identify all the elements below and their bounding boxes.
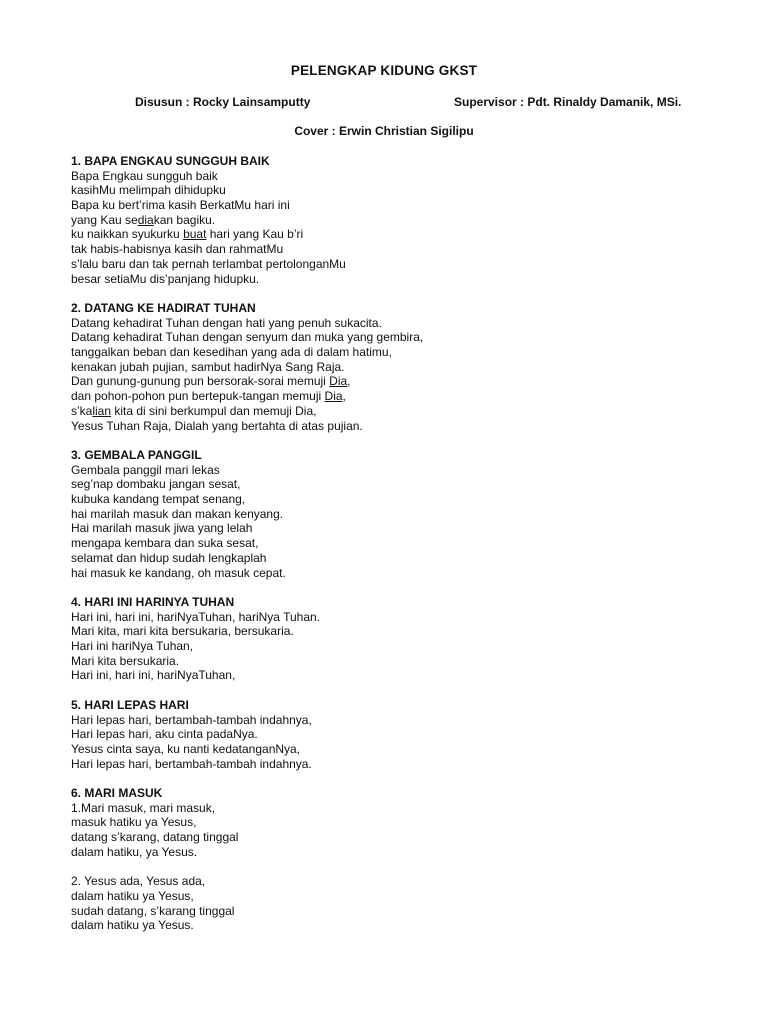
lyric-line: Mari kita, mari kita bersukaria, bersukaria. [71, 624, 294, 639]
song-title: 2. DATANG KE HADIRAT TUHAN [71, 301, 256, 315]
song-title: 1. BAPA ENGKAU SUNGGUH BAIK [71, 154, 270, 168]
lyric-line: Yesus cinta saya, ku nanti kedatanganNya, [71, 742, 301, 757]
lyric-line: besar setiaMu dis’panjang hidupku. [71, 271, 260, 286]
lyric-line: kubuka kandang tempat senang, [71, 492, 246, 507]
lyric-line: mengapa kembara dan suka sesat, [71, 536, 259, 551]
song-title: 6. MARI MASUK [71, 786, 163, 800]
lyric-line: 2. Yesus ada, Yesus ada, [71, 874, 206, 889]
cover-credit: Cover : Erwin Christian Sigilipu [294, 124, 474, 138]
lyric-line: dalam hatiku, ya Yesus. [71, 844, 198, 859]
lyric-line: hai marilah masuk dan makan kenyang. [71, 506, 284, 521]
underlined-word: buat [183, 227, 207, 242]
lyric-line: dalam hatiku ya Yesus. [71, 918, 194, 933]
lyric-line: masuk hatiku ya Yesus, [71, 815, 197, 830]
song-title: 5. HARI LEPAS HARI [71, 698, 189, 712]
lyric-line: hai masuk ke kandang, oh masuk cepat. [71, 565, 286, 580]
lyric-line: s’lalu baru dan tak pernah terlambat pertolonganMu [71, 256, 346, 271]
lyric-line: Datang kehadirat Tuhan dengan hati yang penuh sukacita. [71, 315, 382, 330]
underlined-word: Dia [324, 389, 343, 404]
lyric-line: Hari lepas hari, bertambah-tambah indahnya, [71, 712, 312, 727]
lyric-line: yang Kau sediakan bagiku. [71, 212, 216, 227]
lyric-line: Hari lepas hari, aku cinta padaNya. [71, 727, 258, 742]
song-6 [71, 786, 711, 933]
lyric-line: kenakan jubah pujian, sambut hadirNya Sang Raja. [71, 359, 345, 374]
song-5 [71, 698, 711, 771]
lyric-line: seg’nap dombaku jangan sesat, [71, 477, 241, 492]
lyric-line: Hari ini, hari ini, hariNyaTuhan, [71, 668, 236, 683]
lyric-line: Yesus Tuhan Raja, Dialah yang bertahta di atas pujian. [71, 418, 363, 433]
lyric-line: ku naikkan syukurku buat hari yang Kau b’ri [71, 227, 304, 242]
lyric-line: Bapa ku bert’rima kasih BerkatMu hari ini [71, 198, 290, 213]
song-1 [71, 154, 711, 286]
underlined-word: lian [92, 403, 112, 418]
document-title: PELENGKAP KIDUNG GKST [290, 63, 478, 78]
lyric-line: kasihMu melimpah dihidupku [71, 183, 226, 198]
lyric-line: datang s’karang, datang tinggal [71, 830, 239, 845]
lyric-line: s’kalian kita di sini berkumpul dan memuji Dia, [71, 403, 317, 418]
lyric-line: sudah datang, s’karang tinggal [71, 903, 235, 918]
lyric-line: tanggalkan beban dan kesedihan yang ada di dalam hatimu, [71, 345, 392, 360]
lyric-line: Gembala panggil mari lekas [71, 462, 220, 477]
lyric-line: Hari ini, hari ini, hariNyaTuhan, hariNya Tuhan. [71, 609, 321, 624]
lyric-line: tak habis-habisnya kasih dan rahmatMu [71, 242, 284, 257]
song-4 [71, 595, 711, 683]
song-2 [71, 301, 711, 433]
compiler-credit: Disusun : Rocky Lainsamputty [135, 95, 311, 109]
underlined-word: dia [137, 212, 154, 227]
lyric-line: selamat dan hidup sudah lengkaplah [71, 550, 267, 565]
lyric-line: Mari kita bersukaria. [71, 653, 180, 668]
lyric-line: dalam hatiku ya Yesus, [71, 888, 194, 903]
stanza-2 [71, 874, 711, 933]
lyric-line: Hari lepas hari, bertambah-tambah indahnya. [71, 756, 312, 771]
lyric-line: Dan gunung-gunung pun bersorak-sorai memuji Dia, [71, 374, 351, 389]
lyric-line: Datang kehadirat Tuhan dengan senyum dan muka yang gembira, [71, 330, 424, 345]
lyric-line: dan pohon-pohon pun bertepuk-tangan memuji Dia, [71, 389, 346, 404]
lyric-line: Hari ini hariNya Tuhan, [71, 639, 194, 654]
song-title: 4. HARI INI HARINYA TUHAN [71, 595, 235, 609]
song-title: 3. GEMBALA PANGGIL [71, 448, 202, 462]
song-3 [71, 448, 711, 580]
lyric-line: Bapa Engkau sungguh baik [71, 168, 218, 183]
underlined-word: Dia [329, 374, 348, 389]
lyric-line: Hai marilah masuk jiwa yang lelah [71, 521, 253, 536]
lyric-line: 1.Mari masuk, mari masuk, [71, 800, 216, 815]
supervisor-credit: Supervisor : Pdt. Rinaldy Damanik, MSi. [454, 95, 682, 109]
